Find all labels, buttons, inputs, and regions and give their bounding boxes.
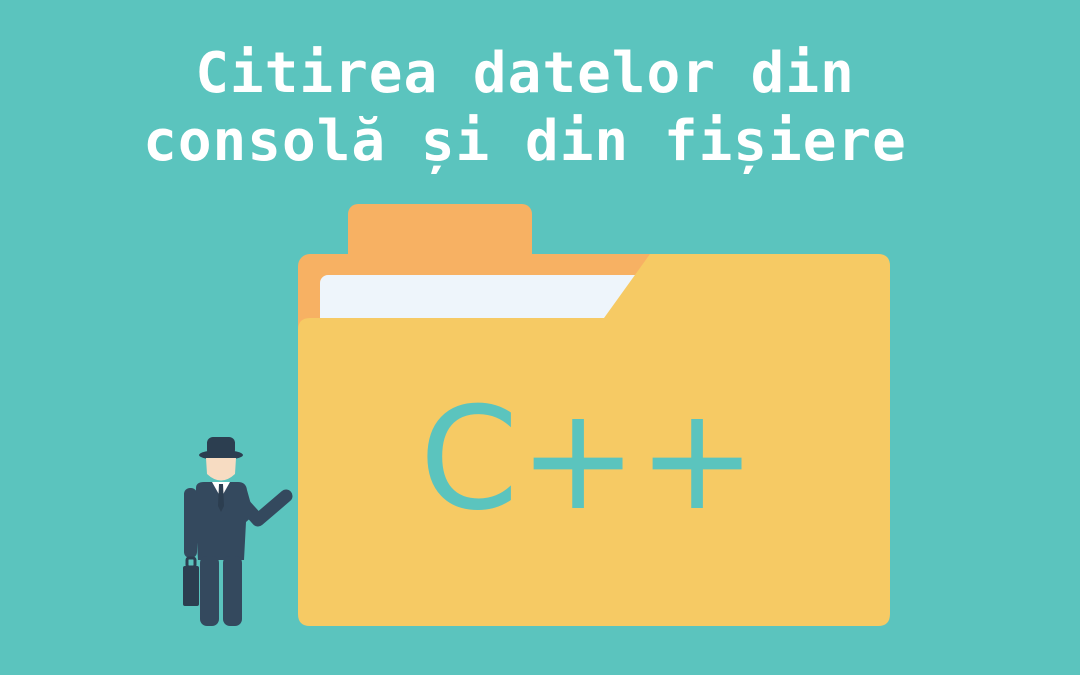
face (206, 458, 236, 481)
hat-crown (207, 437, 235, 456)
right-leg (223, 556, 242, 626)
torso (196, 482, 254, 560)
businessman-figure (183, 437, 286, 627)
tie (218, 484, 224, 512)
folder-label: C++ (419, 377, 757, 542)
briefcase (183, 566, 199, 606)
left-leg (200, 556, 219, 626)
folder-icon (298, 204, 890, 626)
briefcase-handle (187, 558, 195, 567)
leg-gap (219, 565, 223, 627)
title-line-2: consolă și din fișiere (143, 109, 907, 174)
left-arm (184, 488, 197, 558)
title-line-1: Citirea datelor din (195, 41, 855, 106)
